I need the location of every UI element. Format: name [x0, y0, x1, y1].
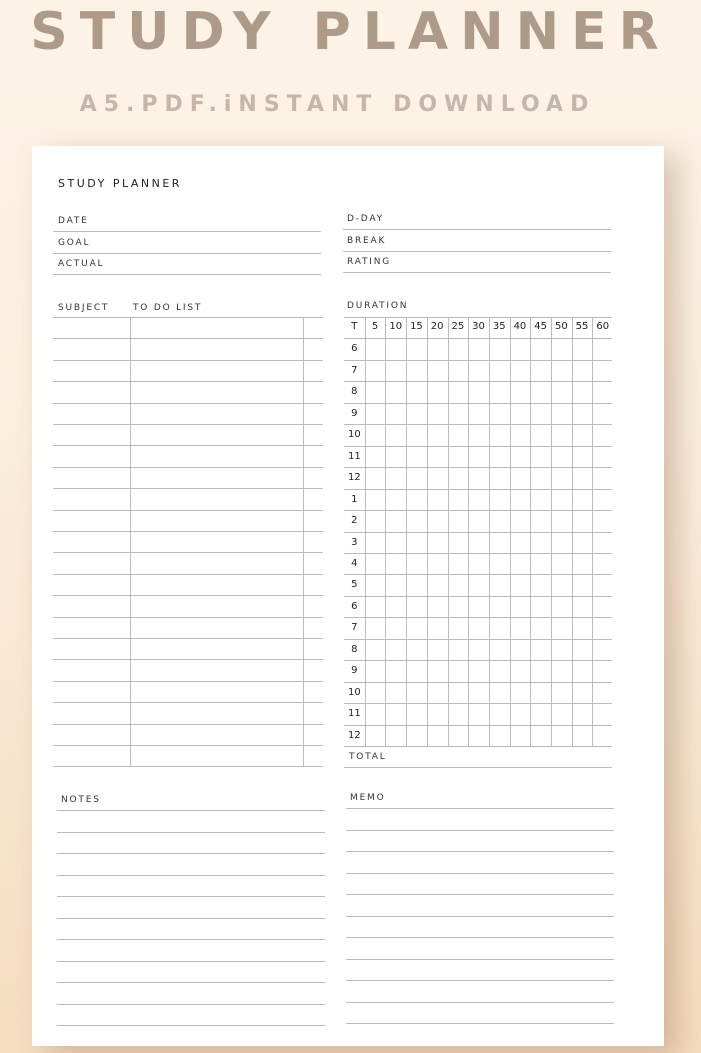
duration-label: DURATION — [347, 301, 409, 311]
hour-label: 10 — [347, 686, 361, 698]
hour-label: 2 — [351, 515, 358, 527]
field-label-goal: GOAL — [58, 237, 91, 248]
duration-column-line — [530, 317, 531, 746]
field-line-goal[interactable] — [53, 253, 321, 254]
todo-row-line[interactable] — [53, 659, 323, 660]
todo-row-line[interactable] — [53, 424, 323, 425]
notes-label: NOTES — [61, 795, 101, 805]
hour-label: 1 — [351, 493, 358, 505]
memo-line[interactable] — [346, 873, 614, 874]
duration-header-20: 20 — [430, 321, 444, 332]
hour-label: 6 — [351, 600, 358, 612]
banner-title: STUDY PLANNER — [30, 2, 671, 62]
hour-label: 3 — [351, 536, 358, 548]
todo-row-line[interactable] — [53, 338, 323, 339]
todo-column-divider — [130, 317, 131, 767]
todo-row-line[interactable] — [53, 617, 323, 618]
duration-column-line — [448, 317, 449, 746]
todo-row-line[interactable] — [53, 595, 323, 596]
hour-label: 12 — [347, 472, 361, 484]
duration-column-line — [592, 317, 593, 746]
todo-row-line[interactable] — [53, 381, 323, 382]
todo-row-line[interactable] — [53, 510, 323, 511]
todo-row-line[interactable] — [53, 638, 323, 639]
duration-header-35: 35 — [492, 321, 506, 332]
notes-line[interactable] — [57, 810, 325, 811]
duration-header-45: 45 — [534, 321, 547, 332]
duration-header-T: T — [351, 321, 358, 332]
field-line-date[interactable] — [53, 231, 321, 232]
hour-label: 7 — [351, 364, 358, 376]
notes-line[interactable] — [57, 961, 325, 962]
hour-label: 11 — [347, 450, 361, 462]
field-label-actual: ACTUAL — [58, 259, 105, 269]
todo-row-line[interactable] — [53, 681, 323, 682]
todo-row-line[interactable] — [53, 766, 323, 767]
memo-line[interactable] — [346, 916, 614, 917]
todo-row-line[interactable] — [53, 531, 323, 532]
notes-line[interactable] — [57, 875, 325, 876]
duration-header-15: 15 — [410, 321, 423, 332]
field-label-rating: RATING — [347, 257, 392, 267]
todo-row-line[interactable] — [53, 445, 323, 446]
field-line-rating[interactable] — [343, 272, 611, 273]
duration-header-25: 25 — [451, 321, 465, 332]
todo-row-line[interactable] — [53, 745, 323, 746]
total-label: TOTAL — [349, 752, 387, 762]
field-label-d-day: D-DAY — [347, 214, 384, 224]
duration-header-10: 10 — [389, 321, 403, 332]
notes-line[interactable] — [57, 896, 325, 897]
todo-label: TO DO LIST — [133, 303, 203, 313]
todo-row-line[interactable] — [53, 317, 323, 318]
duration-header-5: 5 — [371, 321, 379, 332]
memo-line[interactable] — [346, 830, 614, 831]
duration-column-line — [468, 317, 469, 746]
duration-header-60: 60 — [596, 321, 610, 332]
hour-label: 9 — [351, 407, 358, 419]
field-line-actual[interactable] — [53, 274, 321, 275]
planner-page — [32, 146, 664, 1046]
hour-label: 8 — [351, 386, 358, 398]
todo-row-line[interactable] — [53, 702, 323, 703]
todo-row-line[interactable] — [53, 360, 323, 361]
field-line-d-day[interactable] — [343, 229, 611, 230]
memo-line[interactable] — [346, 937, 614, 938]
field-label-date: DATE — [58, 216, 89, 226]
notes-line[interactable] — [57, 939, 325, 940]
duration-header-55: 55 — [575, 321, 589, 332]
notes-line[interactable] — [57, 853, 325, 854]
planner-heading: STUDY PLANNER — [58, 177, 182, 190]
memo-line[interactable] — [346, 808, 614, 809]
memo-line[interactable] — [346, 1023, 614, 1024]
todo-row-line[interactable] — [53, 403, 323, 404]
subject-label: SUBJECT — [58, 303, 110, 313]
duration-column-line — [489, 317, 490, 746]
field-line-break[interactable] — [343, 251, 611, 252]
notes-line[interactable] — [57, 982, 325, 983]
todo-row-line[interactable] — [53, 488, 323, 489]
hour-label: 7 — [351, 622, 358, 634]
todo-row-line[interactable] — [53, 467, 323, 468]
hour-label: 5 — [351, 579, 358, 591]
notes-line[interactable] — [57, 832, 325, 833]
hour-label: 12 — [347, 729, 361, 741]
duration-row-line[interactable] — [344, 746, 612, 747]
duration-column-line — [510, 317, 511, 746]
duration-column-line — [365, 317, 366, 746]
memo-line[interactable] — [346, 980, 614, 981]
duration-header-40: 40 — [513, 321, 527, 332]
hour-label: 10 — [347, 429, 361, 441]
hour-label: 9 — [351, 665, 358, 677]
todo-column-divider — [303, 317, 304, 767]
hour-label: 4 — [351, 557, 358, 569]
memo-line[interactable] — [346, 894, 614, 895]
todo-row-line[interactable] — [53, 574, 323, 575]
duration-column-line — [406, 317, 407, 746]
memo-line[interactable] — [346, 1002, 614, 1003]
notes-line[interactable] — [57, 1025, 325, 1026]
duration-column-line — [385, 317, 386, 746]
todo-row-line[interactable] — [53, 552, 323, 553]
total-line[interactable] — [344, 767, 612, 768]
hour-label: 8 — [351, 643, 358, 655]
duration-header-30: 30 — [472, 321, 485, 332]
notes-line[interactable] — [57, 1004, 325, 1005]
hour-label: 11 — [347, 708, 361, 720]
duration-column-line — [572, 317, 573, 746]
memo-label: MEMO — [350, 793, 386, 803]
hour-label: 6 — [351, 343, 358, 355]
memo-line[interactable] — [346, 851, 614, 852]
field-label-break: BREAK — [347, 235, 387, 246]
memo-line[interactable] — [346, 959, 614, 960]
duration-column-line — [551, 317, 552, 746]
todo-row-line[interactable] — [53, 724, 323, 725]
notes-line[interactable] — [57, 918, 325, 919]
duration-header-50: 50 — [554, 321, 568, 332]
duration-column-line — [427, 317, 428, 746]
banner-subtitle: A5.PDF.iNSTANT DOWNLOAD — [79, 92, 596, 117]
